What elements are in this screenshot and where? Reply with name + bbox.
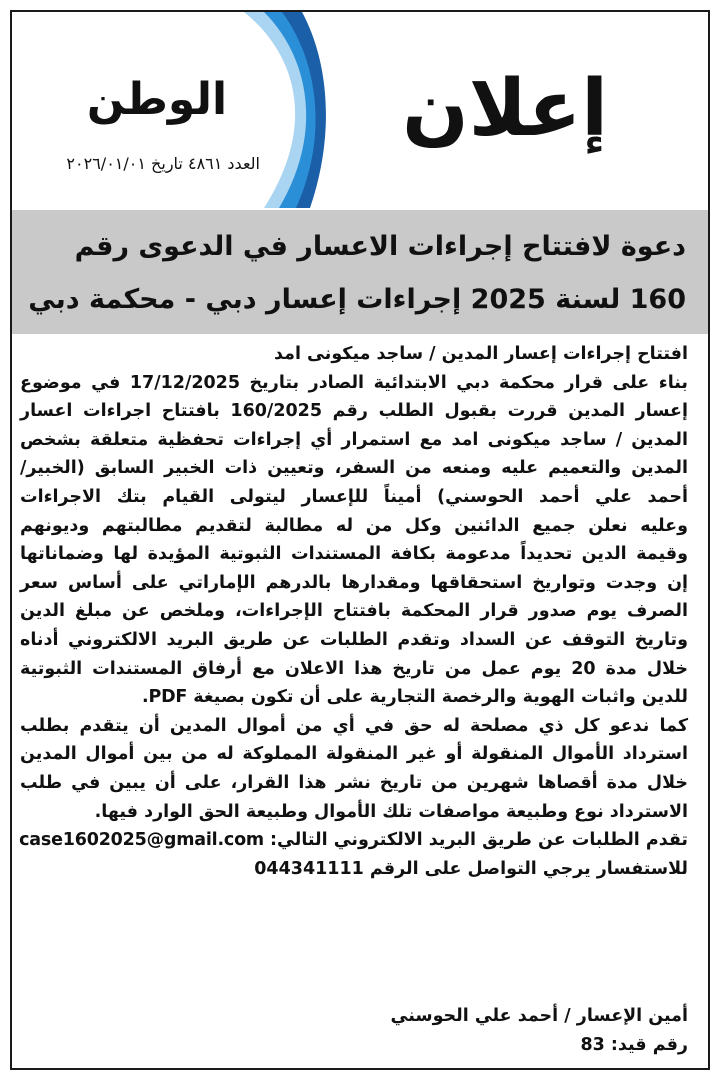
body-line: المدين والتعميم عليه ومنعه من السفر، وتعيين ذات الخبير السابق (الخبير/ xyxy=(20,458,688,479)
announcement-heading: إعلان xyxy=(402,64,608,154)
body-line: افتتاح إجراءات إعسار المدين / ساجد ميكونى امد xyxy=(274,344,688,364)
body-line: كما ندعو كل ذي مصلحة له حق في أي من أموال المدين أن يتقدم بطلب xyxy=(20,715,688,736)
notice-title-band xyxy=(12,210,708,334)
issue-date-line: العدد ٤٨٦١ تاريخ ٢٠٢٦/٠١/٠١ xyxy=(66,154,260,173)
notice-title-line-1: دعوة لافتتاح إجراءات الاعسار في الدعوى رقم xyxy=(74,231,686,262)
body-line: بناء على قرار محكمة دبي الابتدائية الصادر بتاريخ 17/12/2025 في موضوع xyxy=(20,372,688,393)
body-line: للدين واثبات الهوية والرخصة التجارية على أن تكون بصيغة PDF. xyxy=(142,687,688,708)
body-line: وتاريخ التوقف عن السداد وتقدم الطلبات عن طريق البريد الالكتروني أدناه xyxy=(20,629,688,650)
body-line: الاسترداد نوع وطبيعة مواصفات تلك الأموال وطبيعة الحق الوارد فيها. xyxy=(94,801,688,822)
notice-body xyxy=(12,336,708,883)
body-line: استرداد الأموال المنقولة أو غير المنقولة المملوكة له من بين أموال المدين xyxy=(20,744,688,765)
signature-block xyxy=(12,1002,708,1060)
body-line: وقيمة الدين تحديداً مدعومة بكافة المستندات الثبوتية المؤيدة لها وضماناتها xyxy=(20,544,688,565)
body-line: إعسار المدين قررت بقبول الطلب رقم 160/2025 بافتتاح اجراءات اعسار xyxy=(20,401,688,422)
trustee-signature: أمين الإعسار / أحمد علي الحوسني xyxy=(390,1006,688,1026)
body-line: إن وجدت وتواريخ استحقاقها ومقدارها بالدرهم الإماراتي على أساس سعر xyxy=(20,572,688,593)
body-line: خلال مدة 20 يوم عمل من تاريخ هذا الاعلان مع أرفاق المستندات الثبوتية xyxy=(20,658,688,679)
contact-phone-line: للاستفسار يرجي التواصل على الرقم 044341111 xyxy=(254,858,688,879)
registration-number: رقم قيد: 83 xyxy=(580,1035,688,1055)
body-line: خلال مدة أقصاها شهرين من تاريخ نشر هذا القرار، على أن يبين في طلب xyxy=(20,772,688,793)
contact-email-line: تقدم الطلبات عن طريق البريد الالكتروني التالي: case1602025@gmail.com xyxy=(19,830,688,851)
body-line: المدين / ساجد ميكونى امد مع استمرار أي إجراءات تحفظية متعلقة بشخص xyxy=(20,429,688,450)
body-line: أحمد علي أحمد الحوسني) أميناً للإعسار ليتولى القيام بتك الاجراءات xyxy=(20,486,688,507)
masthead xyxy=(12,12,708,208)
newspaper-name: الوطن xyxy=(86,74,228,125)
body-line: وعليه نعلن جميع الدائنين وكل من له مطالبة لتقديم مطالبتهم وديونهم xyxy=(20,515,688,536)
notice-frame xyxy=(10,10,710,1070)
body-line: الصرف يوم صدور قرار المحكمة بافتتاح الإجراءات، وملخص عن مبلغ الدين xyxy=(20,601,688,622)
notice-title-line-2: 160 لسنة 2025 إجراءات إعسار دبي - محكمة دبي xyxy=(28,284,686,315)
